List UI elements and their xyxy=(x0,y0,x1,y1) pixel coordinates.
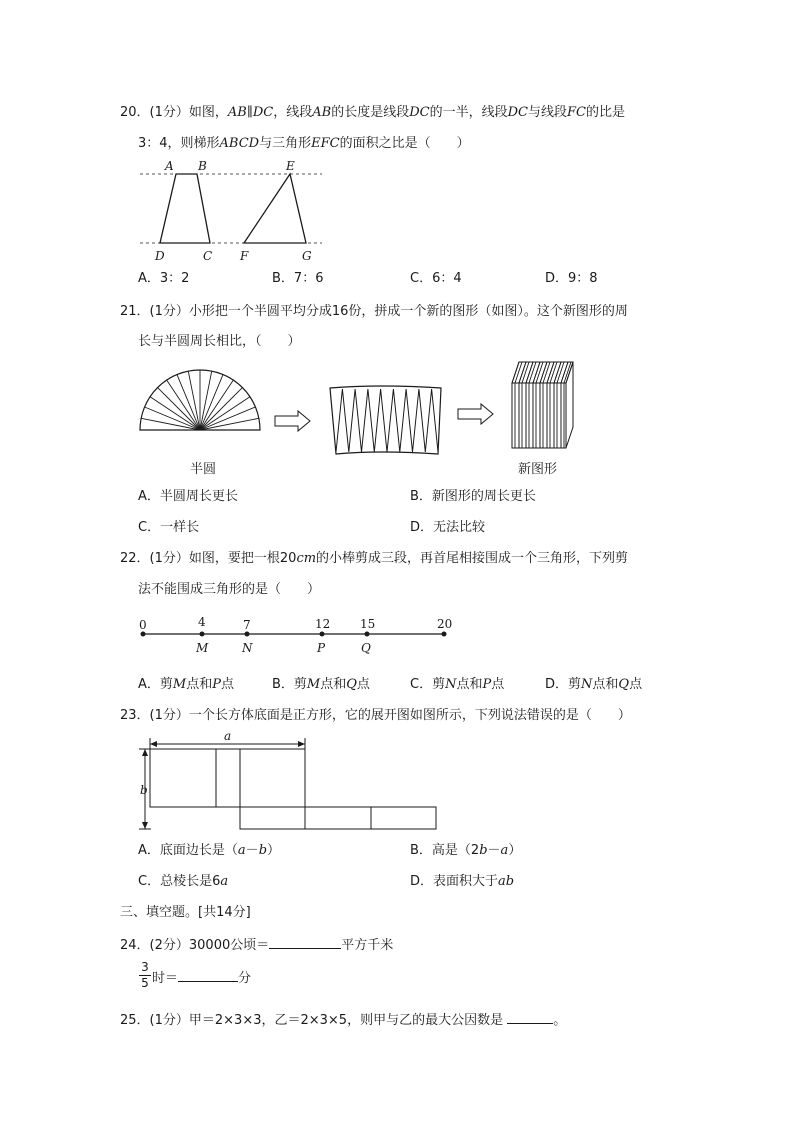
q23-option-c[interactable]: C．总棱长是6a xyxy=(138,874,229,889)
q22-option-b[interactable]: B．剪M点和Q点 xyxy=(272,677,370,692)
label-d: D xyxy=(155,249,165,263)
label-b: B xyxy=(198,159,207,173)
q25-blank[interactable] xyxy=(507,1011,553,1024)
q21-option-c[interactable]: C．一样长 xyxy=(138,520,200,535)
label-c: C xyxy=(203,249,213,263)
label-m: M xyxy=(196,641,209,655)
label-e: E xyxy=(286,159,295,173)
q23-option-b[interactable]: B．高是（2b－a） xyxy=(410,843,522,858)
tick-0: 0 xyxy=(139,618,147,632)
q22-line-1: 22．(1分）如图，要把一根20cm的小棒剪成三段，再首尾相接围成一个三角形，下列剪 xyxy=(120,551,629,566)
q21-line-2: 长与半圆周长相比，（ ） xyxy=(138,334,301,349)
q20-option-a[interactable]: A．3：2 xyxy=(138,271,190,286)
q25-line-1: 25．(1分）甲＝2×3×3，乙＝2×3×5，则甲与乙的最大公因数是 。 xyxy=(120,1013,567,1028)
q21-option-d[interactable]: D．无法比较 xyxy=(410,520,486,535)
q22-line-2: 法不能围成三角形的是（ ） xyxy=(138,582,321,597)
dim-label-a: a xyxy=(224,729,232,743)
q24-blank-1[interactable] xyxy=(269,936,341,949)
q21-line-1: 21．(1分）小形把一个半圆平均分成16份，拼成一个新的图形（如图）。这个新图形的周 xyxy=(120,304,628,319)
q22-option-a[interactable]: A．剪M点和P点 xyxy=(138,677,234,692)
q20-option-b[interactable]: B．7：6 xyxy=(272,271,324,286)
label-f: F xyxy=(240,249,249,263)
tick-4: 4 xyxy=(198,615,206,629)
section-3-heading: 三、填空题。[共14分] xyxy=(120,905,251,920)
tick-7: 7 xyxy=(243,618,251,632)
q20-option-c[interactable]: C．6：4 xyxy=(410,271,462,286)
q23-option-a[interactable]: A．底面边长是（a－b） xyxy=(138,843,281,858)
tick-12: 12 xyxy=(315,617,331,631)
q22-option-d[interactable]: D．剪N点和Q点 xyxy=(545,677,643,692)
caption-semicircle: 半圆 xyxy=(190,462,217,477)
label-g: G xyxy=(302,249,312,263)
q24-line-2: 时＝ 分 xyxy=(152,971,252,986)
dim-label-b: b xyxy=(140,783,148,797)
label-n: N xyxy=(242,641,253,655)
q24-line-1: 24．(2分）30000公顷＝ 平方千米 xyxy=(120,938,394,953)
label-a: A xyxy=(165,159,174,173)
q20-option-d[interactable]: D．9：8 xyxy=(545,271,598,286)
tick-15: 15 xyxy=(360,617,376,631)
label-q: Q xyxy=(361,641,371,655)
q23-line-1: 23．(1分）一个长方体底面是正方形，它的展开图如图所示，下列说法错误的是（ ） xyxy=(120,708,631,723)
label-p: P xyxy=(317,641,326,655)
tick-20: 20 xyxy=(437,617,453,631)
q20-line-2: 3：4，则梯形ABCD与三角形EFC的面积之比是（ ） xyxy=(138,136,470,151)
caption-new-shape: 新图形 xyxy=(518,462,558,477)
q24-fraction xyxy=(138,961,152,990)
q21-option-a[interactable]: A．半圆周长更长 xyxy=(138,489,238,504)
q23-option-d[interactable]: D．表面积大于ab xyxy=(410,874,515,889)
q21-option-b[interactable]: B．新图形的周长更长 xyxy=(410,489,536,504)
q24-blank-2[interactable] xyxy=(178,969,238,982)
fraction-denominator: 5 xyxy=(141,976,149,990)
q22-option-c[interactable]: C．剪N点和P点 xyxy=(410,677,505,692)
q20-line-1: 20．(1分）如图，AB∥DC，线段AB的长度是线段DC的一半，线段DC与线段FC的比是 xyxy=(120,105,625,120)
fraction-numerator: 3 xyxy=(141,960,149,974)
